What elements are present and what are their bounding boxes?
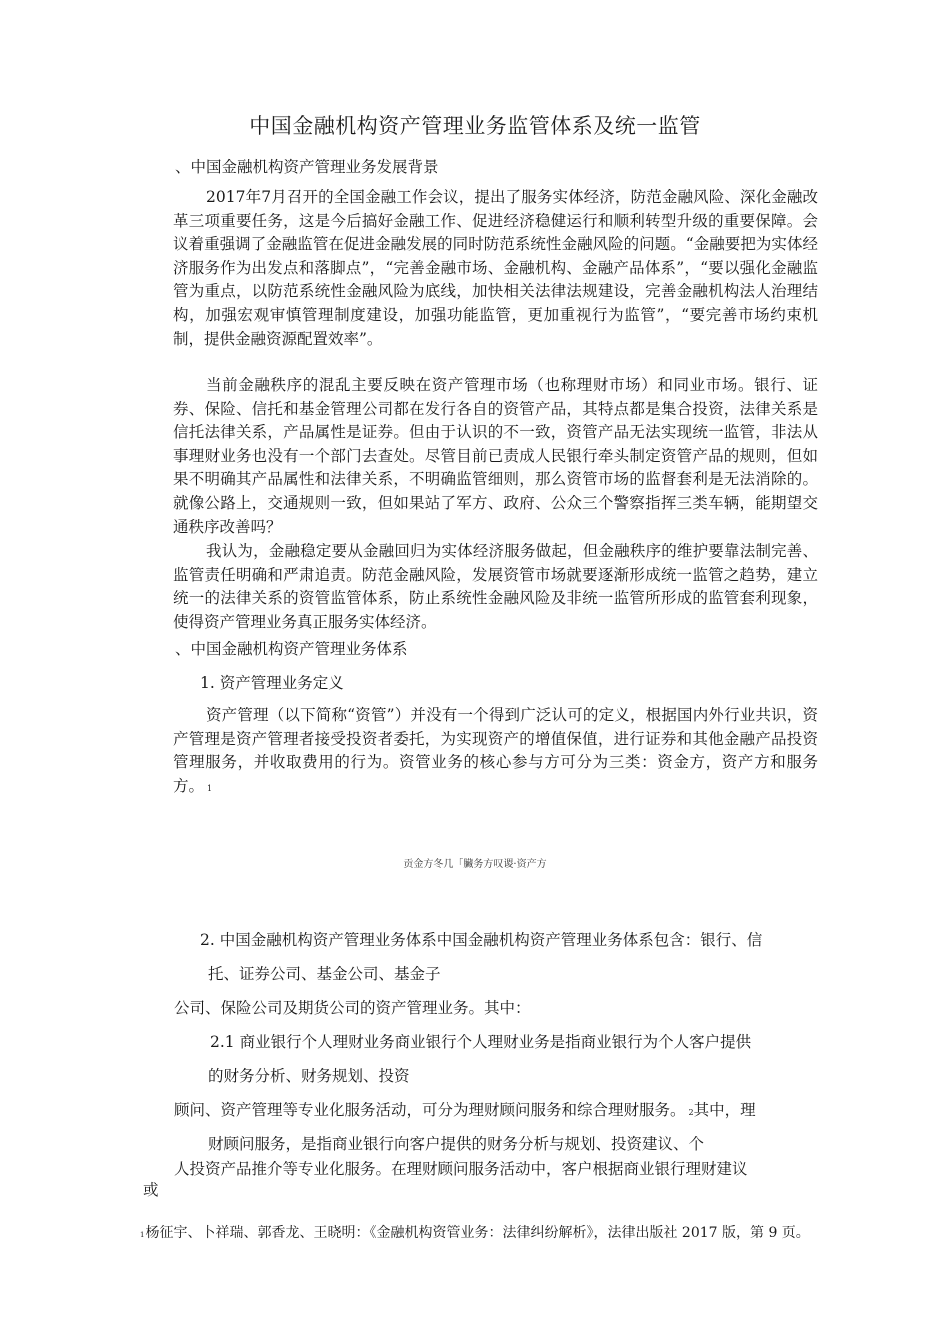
line-bank-3-text: 顾问、资产管理等专业化服务活动，可分为理财顾问服务和综合理财服务。: [174, 1101, 686, 1119]
footnote-text: 杨征宇、卜祥瑞、郭香龙、王晓明：《金融机构资管业务：法律纠纷解析》，法律出版社 2017 版，第 9 页。: [145, 1225, 810, 1241]
line-bank-4: 财顾问服务，是指商业银行向客户提供的财务分析与规划、投资建议、个: [208, 1135, 705, 1153]
line-system-1: 2. 中国金融机构资产管理业务体系中国金融机构资产管理业务体系包含：银行、信: [200, 931, 763, 949]
footnote-ref-1: 1: [207, 783, 213, 793]
line-system-2: 托、证券公司、基金公司、基金子: [208, 965, 441, 983]
line-bank-5: 人投资产品推介等专业化服务。在理财顾问服务活动中，客户根据商业银行理财建议: [174, 1160, 748, 1178]
section-heading-background: 、中国金融机构资产管理业务发展背景: [175, 158, 439, 176]
subheading-definition: 1. 资产管理业务定义: [200, 674, 344, 692]
section-heading-system: 、中国金融机构资产管理业务体系: [175, 640, 408, 658]
paragraph-4: [173, 704, 818, 800]
figure-caption: 贡金方冬几「臟务方叹谡·资产方: [403, 859, 547, 870]
line-bank-3: [174, 1098, 756, 1120]
footnote-ref-2: 2: [688, 1108, 694, 1117]
line-bank-2: 的财务分析、财务规划、投资: [208, 1067, 410, 1085]
paragraph-2: 当前金融秩序的混乱主要反映在资产管理市场（也称理财市场）和同业市场。银行、证券、保险、信托和基金管理公司都在发行各自的资管产品，其特点都是集合投资，法律关系是信托法律关系，产品属性是证券。但由于认识的不一致，资管产品无法实现统一监管，非法从事理财业务也没有一个部门去查处。尽管目前已责成人民银行牵头制定资管产品的规则，但如果不明确其产品属性和法律关系，不明确监管细则，那么资管市场的监督套利是无法消除的。就像公路上，交通规则一致，但如果站了军方、政府、公众三个警察指挥三类车辆，能期望交通秩序改善吗？: [173, 376, 818, 536]
footnote: [140, 1222, 810, 1242]
line-system-3: 公司、保险公司及期货公司的资产管理业务。其中：: [174, 999, 531, 1017]
line-bank-3-tail: 其中，理: [693, 1101, 756, 1119]
paragraph-3: 我认为，金融稳定要从金融回归为实体经济服务做起，但金融秩序的维护要靠法制完善、监管责任明确和严肃追责。防范金融风险，发展资管市场就要逐渐形成统一监管之趋势，建立统一的法律关系的资管监管体系，防止系统性金融风险及非统一监管所形成的监管套利现象，使得资产管理业务真正服务实体经济。: [173, 542, 818, 631]
line-bank-6: 或: [143, 1181, 159, 1199]
document-title: 中国金融机构资产管理业务监管体系及统一监管: [249, 114, 701, 138]
paragraph-4-text: 资产管理（以下简称“资管”）并没有一个得到广泛认可的定义，根据国内外行业共识，资产管理是资产管理者接受投资者委托，为实现资产的增值保值，进行证券和其他金融产品投资管理服务，并收取费用的行为。资管业务的核心参与方可分为三类：资金方，资产方和服务方。: [173, 706, 818, 795]
footnote-mark: 1: [140, 1231, 145, 1239]
line-bank-1: 2.1 商业银行个人理财业务商业银行个人理财业务是指商业银行为个人客户提供: [210, 1033, 752, 1051]
paragraph-1: 2017年7月召开的全国金融工作会议，提出了服务实体经济，防范金融风险、深化金融改革三项重要任务，这是今后搞好金融工作、促进经济稳健运行和顺利转型升级的重要保障。会议着重强调了金融监管在促进金融发展的同时防范系统性金融风险的问题。“金融要把为实体经济服务作为出发点和落脚点”，“完善金融市场、金融机构、金融产品体系”，“要以强化金融监管为重点，以防范系统性金融风险为底线，加快相关法律法规建设，完善金融机构法人治理结构，加强宏观审慎管理制度建设，加强功能监管，更加重视行为监管”，“要完善市场约束机制，提供金融资源配置效率”。: [173, 188, 818, 348]
